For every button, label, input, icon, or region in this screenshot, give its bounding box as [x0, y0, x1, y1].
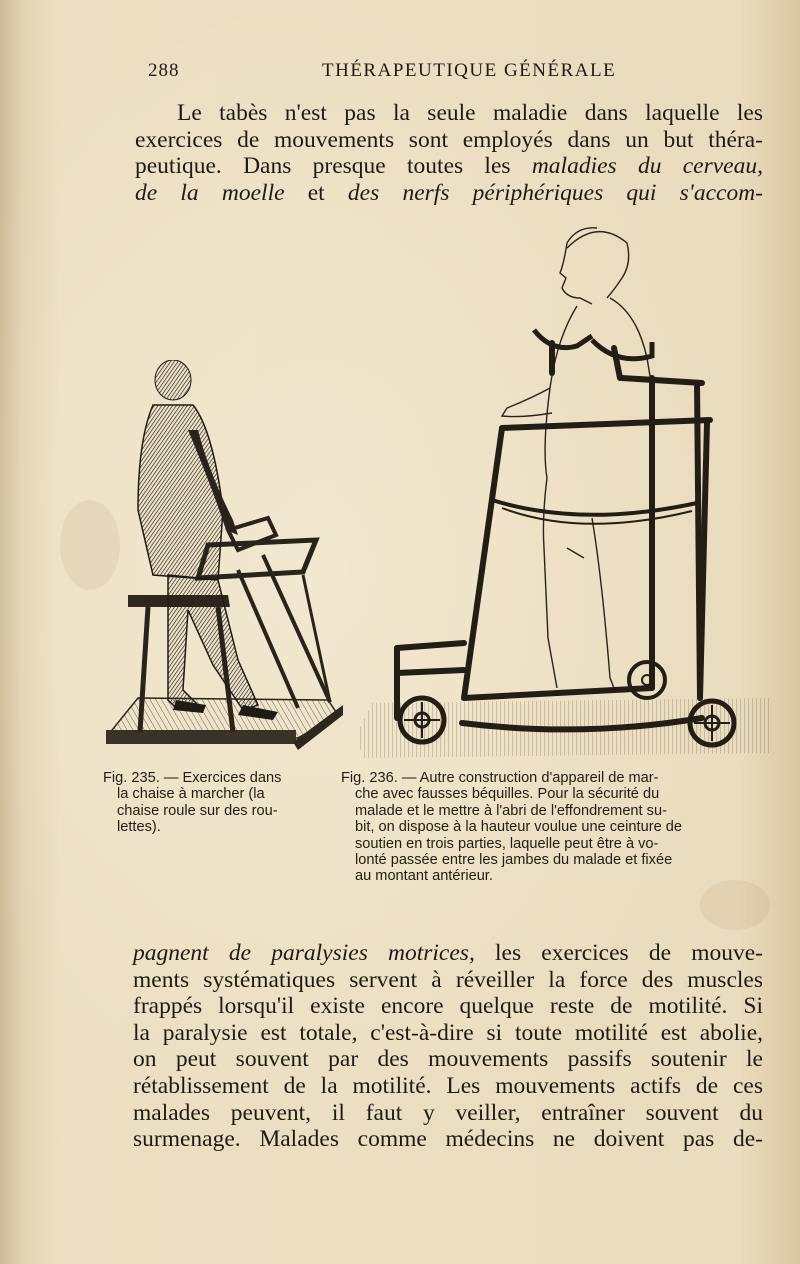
text-line: exercices de mouvements sont employés dans un but théra- — [135, 126, 763, 153]
figure-235-caption — [103, 770, 335, 836]
text-line: rétablissement de la motilité. Les mouvements actifs de ces — [133, 1072, 763, 1099]
caption-line: lettes). — [117, 819, 161, 836]
caption-line: che avec fausses béquilles. Pour la sécurité du — [355, 786, 660, 803]
running-header — [0, 60, 800, 86]
caption-line: la chaise à marcher (la — [117, 786, 265, 803]
text-line: ments systématiques servent à réveiller la force des muscles — [133, 966, 763, 993]
text-line: on peut souvent par des mouvements passifs soutenir le — [133, 1046, 763, 1073]
caption-line: Fig. 236. — Autre construction d'appareil de mar- — [341, 770, 659, 786]
text-line: Le tabès n'est pas la seule maladie dans laquelle les — [177, 100, 763, 126]
text-line: pagnent de paralysies motrices, les exercices de mouve- — [133, 940, 763, 966]
page-number: 288 — [148, 60, 180, 81]
caption-line: lonté passée entre les jambes du malade et fixée — [355, 852, 673, 869]
figure-235-walking-chair-illustration — [98, 360, 348, 755]
text-line: frappés lorsqu'il existe encore quelque reste de motilité. Si — [133, 993, 763, 1020]
text-line: peutique. Dans presque toutes les maladies du cerveau, — [135, 153, 763, 180]
caption-line: malade et le mettre à l'abri de l'effondrement su- — [355, 802, 667, 819]
caption-line: soutien en trois parties, laquelle peut être à vo- — [355, 835, 659, 852]
running-title: THÉRAPEUTIQUE GÉNÉRALE — [322, 60, 617, 81]
paragraph-bottom — [133, 940, 763, 1153]
text-line: surmenage. Malades comme médecins ne doivent pas de- — [133, 1126, 763, 1153]
text-line: la paralysie est totale, c'est-à-dire si toute motilité est abolie, — [133, 1019, 763, 1046]
text-line: de la moelle et des nerfs périphériques qui s'accom- — [135, 179, 763, 206]
text-line: malades peuvent, il faut y veiller, entraîner souvent du — [133, 1099, 763, 1126]
caption-line: chaise roule sur des rou- — [117, 802, 278, 819]
caption-line: bit, on dispose à la hauteur voulue une ceinture de — [355, 819, 682, 836]
figure-236-walking-frame-illustration — [352, 218, 782, 763]
caption-line: Fig. 235. — Exercices dans — [103, 770, 282, 786]
paragraph-top — [135, 100, 763, 206]
paper-stain — [700, 880, 770, 930]
figure-236-caption — [341, 770, 783, 885]
caption-line: au montant antérieur. — [355, 868, 493, 885]
